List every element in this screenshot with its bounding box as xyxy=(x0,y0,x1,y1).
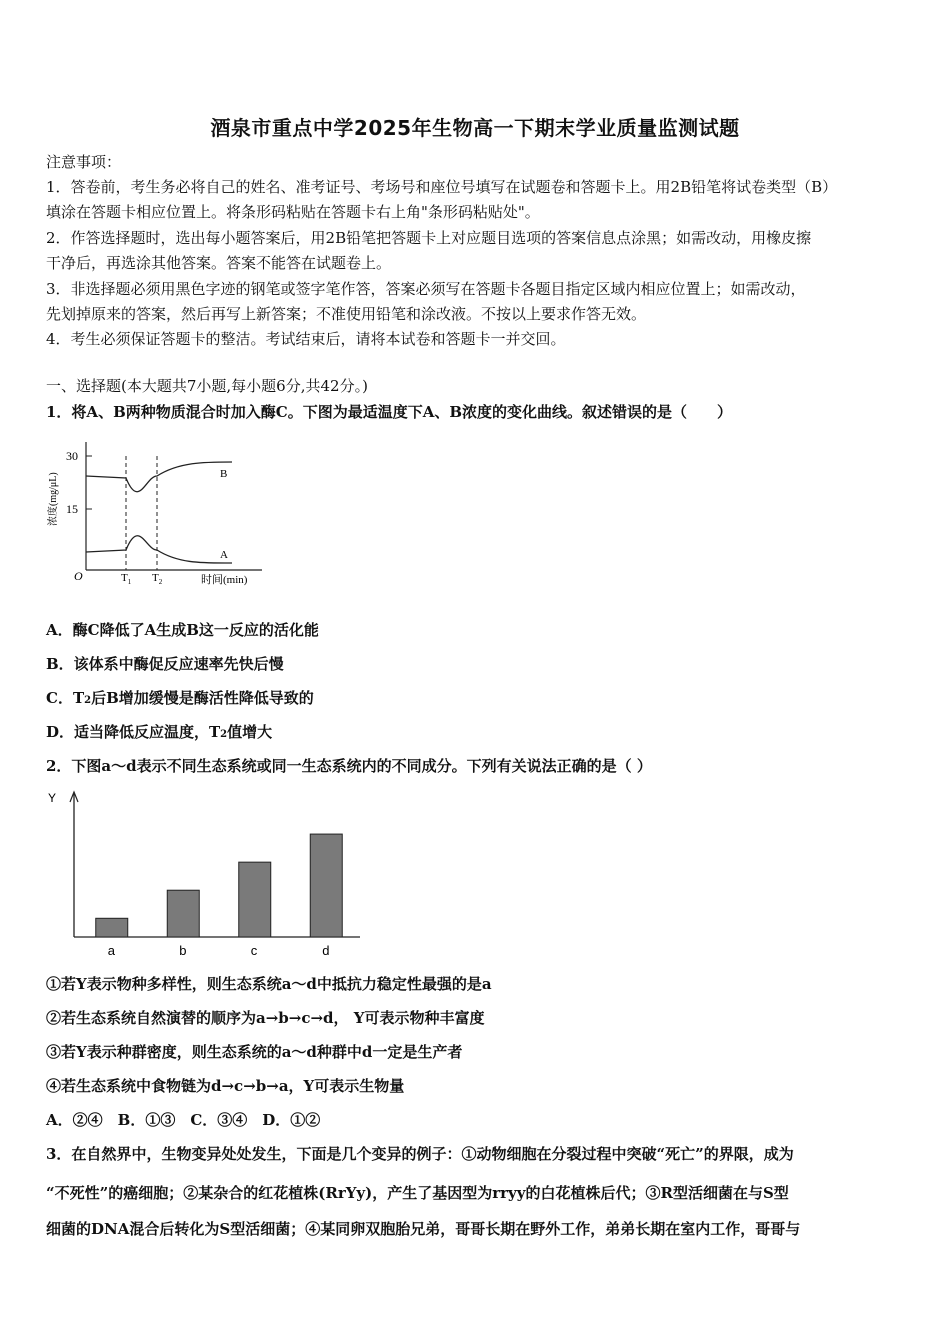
note-line-2: 填涂在答题卡相应位置上。将条形码粘贴在答题卡右上角"条形码粘贴处"。 xyxy=(46,203,540,221)
question-3-line-3: 细菌的DNA混合后转化为S型活细菌；④某同卵双胞胎兄弟，哥哥长期在野外工作，弟弟长期在室内工作，哥哥与 xyxy=(46,1220,801,1238)
question-3-line-1: 3．在自然界中，生物变异处处发生，下面是几个变异的例子：①动物细胞在分裂过程中突破“死亡”的界限，成为 xyxy=(46,1145,794,1163)
bar-b xyxy=(167,890,199,937)
q2-statement-2: ②若生态系统自然演替的顺序为a→b→c→d， Y可表示物种丰富度 xyxy=(46,1009,485,1027)
q1-option-c: C．T2后B增加缓慢是酶活性降低导致的 xyxy=(46,689,314,707)
note-line-4: 干净后，再选涂其他答案。答案不能答在试题卷上。 xyxy=(46,254,392,272)
curve-a xyxy=(86,536,232,563)
q2-statement-1: ①若Y表示物种多样性，则生态系统a～d中抵抗力稳定性最强的是a xyxy=(46,975,492,993)
bars xyxy=(96,834,343,958)
t1-label: $T_1$ xyxy=(121,572,132,586)
note-line-5: 3．非选择题必须用黑色字迹的钢笔或签字笔作答，答案必须写在答题卡各题目指定区域内相应位置上；如需改动， xyxy=(46,280,806,298)
q2-statement-4: ④若生态系统中食物链为d→c→b→a，Y可表示生物量 xyxy=(46,1077,405,1095)
x-tick-label-d: d xyxy=(322,943,330,958)
question-2-stem: 2．下图a～d表示不同生态系统或同一生态系统内的不同成分。下列有关说法正确的是（ ） xyxy=(46,757,652,775)
bar-chart xyxy=(44,786,374,962)
y-tick-label-15: 15 xyxy=(66,502,78,516)
y-axis-label: Y xyxy=(48,791,57,805)
q1-option-d: D．适当降低反应温度，T2值增大 xyxy=(46,723,273,741)
q2-answer-options: A．②④ B．①③ C．③④ D．①② xyxy=(46,1111,321,1129)
y-tick-label-30: 30 xyxy=(66,449,78,463)
section-heading: 一、选择题(本大题共7小题,每小题6分,共42分。) xyxy=(46,377,368,395)
curve-b xyxy=(86,462,232,492)
x-tick-label-c: c xyxy=(250,943,258,958)
bar-a xyxy=(96,918,128,937)
origin-label: O xyxy=(74,569,83,583)
x-axis-label: 时间(min) xyxy=(201,574,248,586)
q2-statement-3: ③若Y表示种群密度，则生态系统的a～d种群中d一定是生产者 xyxy=(46,1043,463,1061)
curve-a-label: A xyxy=(220,549,228,561)
bar-d xyxy=(310,834,342,937)
question-3-line-2: “不死性”的癌细胞；②某杂合的红花植株(RrYy)，产生了基因型为rryy的白花植株后代；③R型活细菌在与S型 xyxy=(46,1184,789,1202)
t2-label: $T_2$ xyxy=(152,572,163,586)
x-tick-label-b: b xyxy=(179,943,187,958)
bar-c xyxy=(239,862,271,937)
note-line-1: 1．答卷前，考生务必将自己的姓名、准考证号、考场号和座位号填写在试题卷和答题卡上。用2B铅笔将试卷类型（B） xyxy=(46,178,838,196)
y-axis-label: 浓度(mg/μL) xyxy=(48,472,59,526)
page-title: 酒泉市重点中学2025年生物高一下期末学业质量监测试题 xyxy=(210,116,740,140)
q1-option-a: A．酶C降低了A生成B这一反应的活化能 xyxy=(46,621,319,639)
notes-heading: 注意事项： xyxy=(46,153,122,171)
note-line-7: 4．考生必须保证答题卡的整洁。考试结束后，请将本试卷和答题卡一并交回。 xyxy=(46,330,566,348)
concentration-chart xyxy=(44,438,274,588)
note-line-3: 2．作答选择题时，选出每小题答案后，用2B铅笔把答题卡上对应题目选项的答案信息点涂黑；如需改动，用橡皮擦 xyxy=(46,229,812,247)
question-1-stem: 1．将A、B两种物质混合时加入酶C。下图为最适温度下A、B浓度的变化曲线。叙述错误的是（ ） xyxy=(46,403,733,421)
x-tick-label-a: a xyxy=(107,943,115,958)
note-line-6: 先划掉原来的答案，然后再写上新答案；不准使用铅笔和涂改液。不按以上要求作答无效。 xyxy=(46,305,647,323)
curve-b-label: B xyxy=(220,468,228,480)
q1-option-b: B．该体系中酶促反应速率先快后慢 xyxy=(46,655,284,673)
